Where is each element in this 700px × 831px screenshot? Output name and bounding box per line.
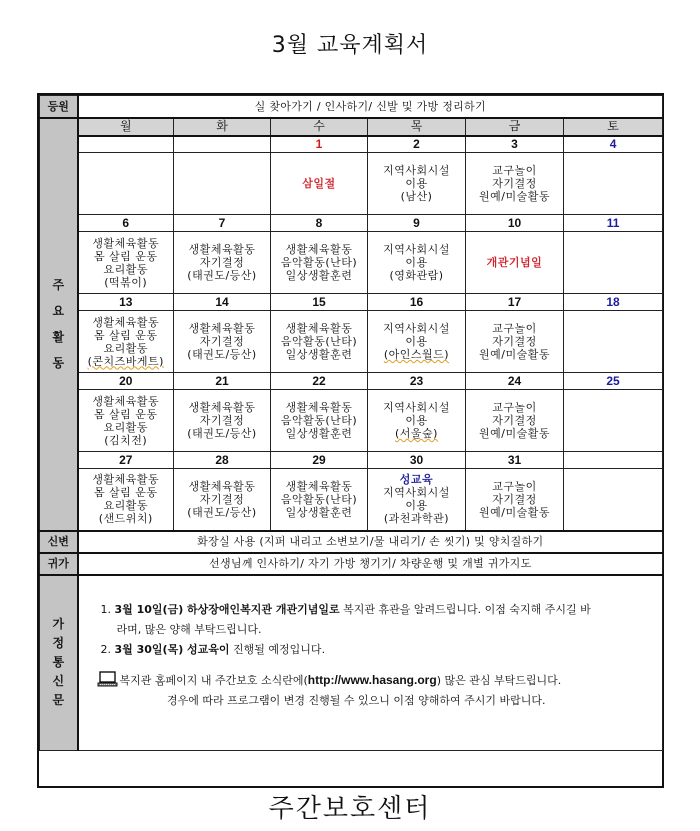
activity-line: 지역사회시설 <box>383 486 450 500</box>
weekday-tue: 화 <box>174 118 271 136</box>
website-text-post: ) 많은 관심 부탁드립니다. <box>436 673 562 687</box>
activity-cell <box>466 469 564 531</box>
activity-cell <box>564 153 663 215</box>
activity-line: 이용 <box>405 499 428 513</box>
date-cell <box>78 136 174 153</box>
activity-cell <box>174 311 271 373</box>
activity-row <box>40 311 663 373</box>
date-cell: 18 <box>564 294 663 311</box>
activity-line: 요리활동 <box>103 420 148 434</box>
weekday-fri: 금 <box>466 118 564 136</box>
activity-line: (샌드위치) <box>98 512 153 526</box>
weekday-header-row <box>40 118 663 136</box>
notice-label-char: 통 <box>52 655 65 670</box>
page-title: 3월 교육계획서 <box>271 33 429 58</box>
activity-cell <box>368 153 466 215</box>
activity-line: 생활체육활동 <box>92 394 160 408</box>
activity-line: 생활체육활동 <box>285 479 353 493</box>
date-cell: 15 <box>271 294 368 311</box>
notice-item-1-number: 1. <box>100 602 115 616</box>
date-cell: 24 <box>466 373 564 390</box>
activity-line: (콘치즈바게트) <box>87 354 164 368</box>
hygiene-text: 화장실 사용 (지퍼 내리고 소변보기/물 내리기/ 손 씻기) 및 양치질하기 <box>78 531 663 553</box>
activity-line: (김치전) <box>104 433 148 447</box>
notice-label-char: 신 <box>52 674 65 689</box>
activity-cell <box>564 469 663 531</box>
activity-line: 일상생활훈련 <box>285 427 353 440</box>
activity-line: 생활체육활동 <box>188 479 256 493</box>
activity-cell <box>174 469 271 531</box>
date-cell: 21 <box>174 373 271 390</box>
activity-cell <box>466 311 564 373</box>
activity-row <box>40 153 663 215</box>
notice-content <box>97 600 657 711</box>
computer-icon <box>97 671 119 687</box>
activity-cell <box>174 232 271 294</box>
activity-line: 지역사회시설 <box>383 164 450 177</box>
main-activity-label-char: 동 <box>52 356 65 370</box>
notice-item-1 <box>97 600 657 620</box>
activity-line: 음악활동(난타) <box>280 335 358 348</box>
date-cell: 22 <box>271 373 368 390</box>
date-cell: 30 <box>368 452 466 469</box>
activity-line: 이용 <box>405 177 428 190</box>
activity-line: 지역사회시설 <box>383 322 450 335</box>
activity-line: 교구놀이 <box>492 164 537 177</box>
date-cell: 4 <box>564 136 663 153</box>
notice-item-2-number: 2. <box>100 642 115 656</box>
activity-line: (서울숲) <box>395 427 438 440</box>
date-cell: 27 <box>78 452 174 469</box>
activity-line: (태권도/등산) <box>187 505 257 519</box>
date-cell: 16 <box>368 294 466 311</box>
main-activity-label-char: 활 <box>52 330 65 344</box>
main-activity-label-char: 주 <box>52 278 65 292</box>
activity-cell <box>78 311 174 373</box>
arrival-text: 실 찾아가기 / 인사하기/ 신발 및 가방 정리하기 <box>78 96 663 118</box>
notice-item-2-text: 진행될 예정입니다. <box>229 642 326 656</box>
notice-label-char: 문 <box>52 693 65 708</box>
departure-label: 귀가 <box>40 553 78 575</box>
date-cell: 9 <box>368 215 466 232</box>
plan-sheet <box>37 93 664 788</box>
activity-line: (남산) <box>400 190 433 203</box>
activity-line: 자기결정 <box>492 414 537 427</box>
website-text-pre: 복지관 홈페이지 내 주간보호 소식란에( <box>119 673 308 687</box>
date-cell: 28 <box>174 452 271 469</box>
date-cell: 14 <box>174 294 271 311</box>
holiday-label: 개관기념일 <box>486 256 543 269</box>
activity-line: 몸 살림 운동 <box>93 407 158 421</box>
notice-item-1-highlight: 3월 10일(금) 하상장애인복지관 개관기념일로 <box>114 602 340 616</box>
activity-line: 원예/미술활동 <box>479 190 550 203</box>
activity-line: (아인스월드) <box>383 348 450 361</box>
date-cell: 8 <box>271 215 368 232</box>
weekday-mon: 월 <box>78 118 174 136</box>
date-cell <box>564 452 663 469</box>
activity-cell <box>78 390 174 452</box>
activity-line: 원예/미술활동 <box>479 348 550 361</box>
activity-cell <box>466 153 564 215</box>
hygiene-row <box>40 531 663 553</box>
notice-item-1-text: 복지관 휴관을 알려드립니다. 이점 숙지해 주시길 바 <box>339 602 591 616</box>
arrival-label: 등원 <box>40 96 78 118</box>
activity-line: 생활체육활동 <box>188 322 256 335</box>
arrival-row <box>40 96 663 118</box>
activity-line: 생활체육활동 <box>285 243 353 256</box>
activity-line: 자기결정 <box>199 492 245 506</box>
activity-line: 자기결정 <box>199 256 245 269</box>
activity-line: 자기결정 <box>492 335 537 348</box>
activity-line: (태권도/등산) <box>187 269 257 282</box>
activity-line: 음악활동(난타) <box>280 414 358 427</box>
date-row <box>40 136 663 153</box>
notice-item-1-continued: 라며, 많은 양해 부탁드립니다. <box>116 622 262 636</box>
activity-cell <box>78 469 174 531</box>
special-event-label: 성교육 <box>399 473 434 487</box>
date-cell: 7 <box>174 215 271 232</box>
notice-row <box>40 575 663 751</box>
activity-line: 교구놀이 <box>492 479 537 493</box>
center-name-footer: 주간보호센터 <box>268 794 432 824</box>
date-cell: 29 <box>271 452 368 469</box>
activity-cell <box>564 311 663 373</box>
activity-line: 생활체육활동 <box>92 473 160 487</box>
activity-row <box>40 232 663 294</box>
notice-item-2-highlight: 3월 30일(목) 성교육이 <box>114 642 230 656</box>
date-cell: 3 <box>466 136 564 153</box>
activity-line: 교구놀이 <box>492 401 537 414</box>
activity-cell <box>78 153 174 215</box>
activity-line: 자기결정 <box>199 414 245 427</box>
notice-item-2 <box>97 640 657 660</box>
date-row <box>40 294 663 311</box>
activity-line: 생활체육활동 <box>285 322 353 335</box>
activity-line: 일상생활훈련 <box>285 505 353 519</box>
activity-cell <box>271 469 368 531</box>
activity-line: 생활체육활동 <box>188 243 256 256</box>
website-url-link[interactable]: http://www.hasang.org <box>307 672 437 687</box>
departure-row <box>40 553 663 575</box>
activity-row <box>40 469 663 531</box>
activity-line: 지역사회시설 <box>383 401 450 414</box>
weekday-sat: 토 <box>564 118 663 136</box>
date-cell: 17 <box>466 294 564 311</box>
activity-line: 이용 <box>405 414 428 427</box>
activity-cell <box>174 153 271 215</box>
notice-label-char: 가 <box>52 617 65 632</box>
activity-line: 일상생활훈련 <box>285 348 353 361</box>
main-activity-label-char: 요 <box>52 304 65 318</box>
activity-cell <box>271 311 368 373</box>
date-cell: 25 <box>564 373 663 390</box>
activity-row <box>40 390 663 452</box>
activity-line: 요리활동 <box>103 341 148 355</box>
activity-line: 자기결정 <box>492 177 537 190</box>
activity-line: 교구놀이 <box>492 322 537 335</box>
activity-line: 이용 <box>405 256 428 269</box>
date-cell: 10 <box>466 215 564 232</box>
date-cell <box>174 136 271 153</box>
date-cell: 11 <box>564 215 663 232</box>
date-row <box>40 373 663 390</box>
activity-line: 이용 <box>405 335 428 348</box>
activity-line: 몸 살림 운동 <box>93 486 158 500</box>
date-cell: 13 <box>78 294 174 311</box>
activity-cell <box>368 311 466 373</box>
activity-line: (태권도/등산) <box>187 427 257 440</box>
main-activity-label <box>40 118 78 531</box>
activity-line: 자기결정 <box>199 335 245 348</box>
activity-line: (과천과학관) <box>383 512 450 526</box>
activity-line: 생활체육활동 <box>92 236 160 250</box>
notice-closing: 경우에 따라 프로그램이 변경 진행될 수 있으니 이점 양해하여 주시기 바랍니다. <box>167 693 546 707</box>
weekday-thu: 목 <box>368 118 466 136</box>
date-cell: 31 <box>466 452 564 469</box>
departure-text: 선생님께 인사하기/ 자기 가방 챙기기/ 차량운행 및 개별 귀가지도 <box>78 553 663 575</box>
date-cell: 2 <box>368 136 466 153</box>
plan-table <box>39 95 663 751</box>
activity-line: 몸 살림 운동 <box>93 328 158 342</box>
activity-cell <box>564 390 663 452</box>
activity-line: 일상생활훈련 <box>285 269 353 282</box>
activity-line: 생활체육활동 <box>188 401 256 414</box>
date-cell: 6 <box>78 215 174 232</box>
date-cell: 1 <box>271 136 368 153</box>
activity-line: 지역사회시설 <box>383 243 450 256</box>
notice-website-line <box>97 670 657 691</box>
activity-line: 원예/미술활동 <box>479 427 550 440</box>
activity-line: (떡볶이) <box>104 275 148 289</box>
activity-cell <box>174 390 271 452</box>
activity-cell <box>466 390 564 452</box>
activity-line: 요리활동 <box>103 499 148 513</box>
activity-line: 요리활동 <box>103 262 148 276</box>
activity-cell <box>368 469 466 531</box>
activity-cell <box>368 390 466 452</box>
date-row <box>40 452 663 469</box>
weekday-wed: 수 <box>271 118 368 136</box>
notice-label <box>40 575 78 751</box>
date-row <box>40 215 663 232</box>
activity-line: 자기결정 <box>492 492 537 506</box>
activity-cell <box>368 232 466 294</box>
activity-cell <box>271 232 368 294</box>
activity-line: 음악활동(난타) <box>280 256 358 269</box>
holiday-label: 삼일절 <box>302 177 336 190</box>
activity-line: 생활체육활동 <box>285 401 353 414</box>
activity-line: (태권도/등산) <box>187 348 257 361</box>
activity-line: 생활체육활동 <box>92 315 160 329</box>
activity-line: (영화관람) <box>389 269 444 282</box>
activity-cell <box>271 153 368 215</box>
activity-line: 몸 살림 운동 <box>93 249 158 263</box>
activity-cell <box>78 232 174 294</box>
hygiene-label: 신변 <box>40 531 78 553</box>
activity-cell <box>271 390 368 452</box>
activity-line: 원예/미술활동 <box>479 505 550 519</box>
activity-line: 음악활동(난타) <box>280 492 358 506</box>
activity-cell <box>466 232 564 294</box>
notice-body <box>78 575 663 751</box>
date-cell: 23 <box>368 373 466 390</box>
activity-cell <box>564 232 663 294</box>
date-cell: 20 <box>78 373 174 390</box>
notice-label-char: 정 <box>52 636 65 651</box>
